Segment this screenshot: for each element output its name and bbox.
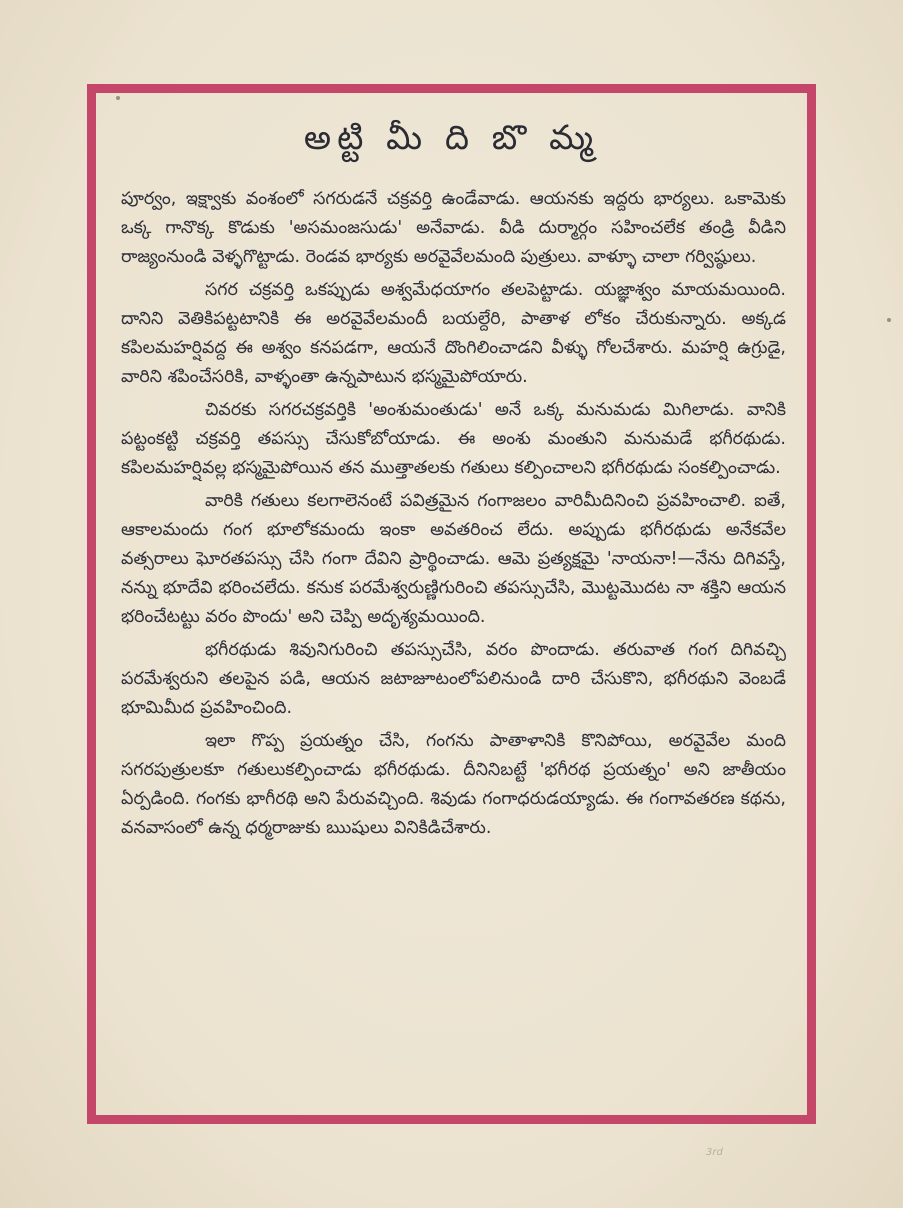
pencil-annotation: 3rd [706,1147,723,1158]
paragraph-3: చివరకు సగరచక్రవర్తికి 'అంశుమంతుడు' అనే ఒక్క మనుమడు మిగిలాడు. వానికి పట్టంకట్టి చక్రవర్తి తపస్సు చేసుకోబోయాడు. ఈ అంశు మంతుని మనుమడే భగీరథుడు. కపిలమహర్షివల్ల భస్మమైపోయిన తన ముత్తాతలకు గతులు కల్పించాలని భగీరథుడు సంకల్పించాడు. [121,400,786,478]
paragraph-2: సగర చక్రవర్తి ఒకప్పుడు అశ్వమేధయాగం తలపెట్టాడు. యజ్ఞాశ్వం మాయమయింది. దానిని వెతికిపట్టటానికి ఈ అరవైవేలమందీ బయల్దేరి, పాతాళ లోకం చేరుకున్నారు. అక్కడ కపిలమహర్షివద్ద ఈ అశ్వం కనపడగా, ఆయనే దొంగిలించాడని వీళ్ళు గోలచేశారు. మహర్షి ఉగ్రుడై, వారిని శపించేసరికి, వాళ్ళంతా ఉన్నపాటున భస్మమైపోయారు. [121,280,786,387]
story-body [121,185,786,847]
paragraph-1: పూర్వం, ఇక్ష్వాకు వంశంలో సగరుడనే చక్రవర్తి ఉండేవాడు. ఆయనకు ఇద్దరు భార్యలు. ఒకామెకు ఒక్క గానొక్క కొడుకు 'అసమంజసుడు' అనేవాడు. వీడి దుర్మార్గం సహించలేక తండ్రి వీడిని రాజ్యంనుండి వెళ్ళగొట్టాడు. రెండవ భార్యకు అరవైవేలమంది పుత్రులు. వాళ్ళూ చాలా గర్విష్ఠులు. [121,189,786,267]
page-title: అట్టి మీ ది బొ మ్మ [303,118,600,158]
paper-speck [887,318,891,322]
paragraph-6: ఇలా గొప్ప ప్రయత్నం చేసి, గంగను పాతాళానికి కొనిపోయి, అరవైవేల మంది సగరపుత్రులకూ గతులుకల్పించాడు భగీరథుడు. దీనినిబట్టే 'భగీరథ ప్రయత్నం' అని జాతీయం ఏర్పడింది. గంగకు భాగీరథి అని పేరువచ్చింది. శివుడు గంగాధరుడయ్యాడు. ఈ గంగావతరణ కథను, వనవాసంలో ఉన్న ధర్మరాజుకు ఋషులు వినికిడిచేశారు. [121,731,786,838]
paragraph-4: వారికి గతులు కలగాలెనంటే పవిత్రమైన గంగాజలం వారిమీదినించి ప్రవహించాలి. ఐతే, ఆకాలమందు గంగ భూలోకమందు ఇంకా అవతరించ లేదు. అప్పుడు భగీరథుడు అనేకవేల వత్సరాలు ఘోరతపస్సు చేసి గంగా దేవిని ప్రార్థించాడు. ఆమె ప్రత్యక్షమై 'నాయనా!—నేను దిగివస్తే, నన్ను భూదేవి భరించలేదు. కనుక పరమేశ్వరుణ్ణిగురించి తపస్సుచేసి, మొట్టమొదట నా శక్తిని ఆయన భరించేటట్టు వరం పొందు' అని చెప్పి అదృశ్యమయింది. [121,491,786,627]
paragraph-5: భగీరథుడు శివునిగురించి తపస్సుచేసి, వరం పొందాడు. తరువాత గంగ దిగివచ్చి పరమేశ్వరుని తలపైన పడి, ఆయన జటాజూటంలోపలినుండి దారి చేసుకొని, భగీరథుని వెంబడే భూమిమీద ప్రవహించింది. [121,640,786,718]
paper-speck [116,96,120,100]
